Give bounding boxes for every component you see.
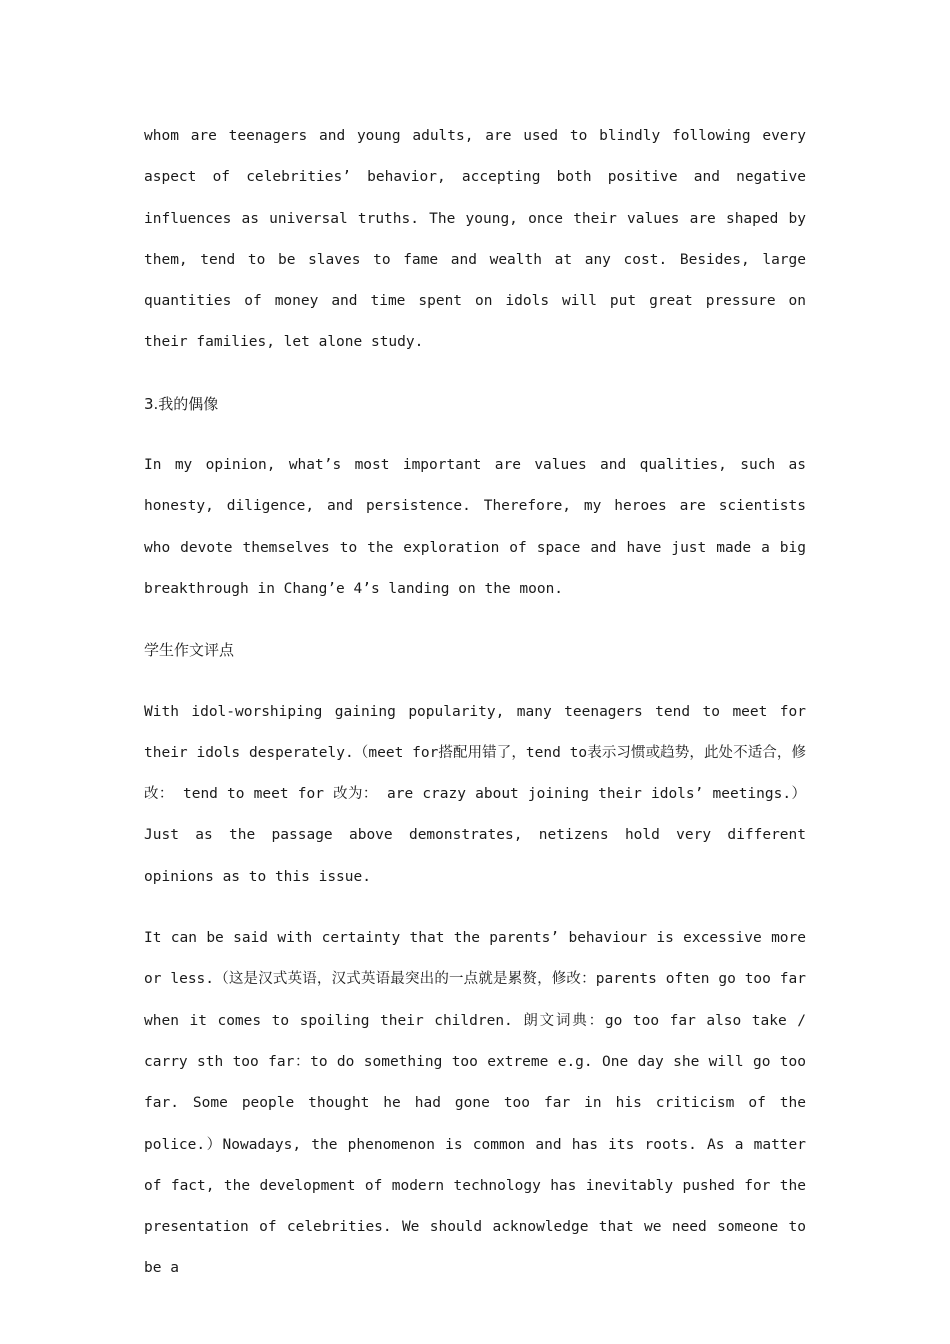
document-page	[144, 116, 806, 1310]
section-heading-my-idol: 3.我的偶像	[144, 394, 219, 413]
paragraph-my-opinion: In my opinion, what’s most important are values and qualities, such as honesty, diligence, and persistence. Therefore, my heroes are scientists who devote themselves to the exploration of space and have just made a big breakthrough in Chang’e 4’s landing on the moon.	[144, 457, 806, 597]
paragraph-essay-review-1: With idol-worshiping gaining popularity, many teenagers tend to meet for their idols desperately.（meet for搭配用错了，tend to表示习惯或趋势，此处不适合，修改： tend to meet for 改为： are crazy about joining their idols’ meetings.）Just as the passage above demonstrates, netizens hold very different opinions as to this issue.	[144, 703, 806, 885]
paragraph-essay-review-2: It can be said with certainty that the parents’ behaviour is excessive more or less.（这是汉式英语，汉式英语最突出的一点就是累赘，修改：parents often go too far when it comes to spoiling their children. 朗文词典：go too far also take / carry sth too far：to do something too extreme e.g. One day she will go too far. Some people thought he had gone too far in his criticism of the police.）Nowadays, the phenomenon is common and has its roots. As a matter of fact, the development of modern technology has inevitably pushed for the presentation of celebrities. We should acknowledge that we need someone to be a	[144, 930, 806, 1277]
paragraph-idol-influence: whom are teenagers and young adults, are used to blindly following every aspect of celebrities’ behavior, accepting both positive and negative influences as universal truths. The young, once their values are shaped by them, tend to be slaves to fame and wealth at any cost. Besides, large quantities of money and time spent on idols will put great pressure on their families, let alone study.	[144, 128, 806, 351]
section-heading-student-essay-review: 学生作文评点	[144, 641, 235, 660]
